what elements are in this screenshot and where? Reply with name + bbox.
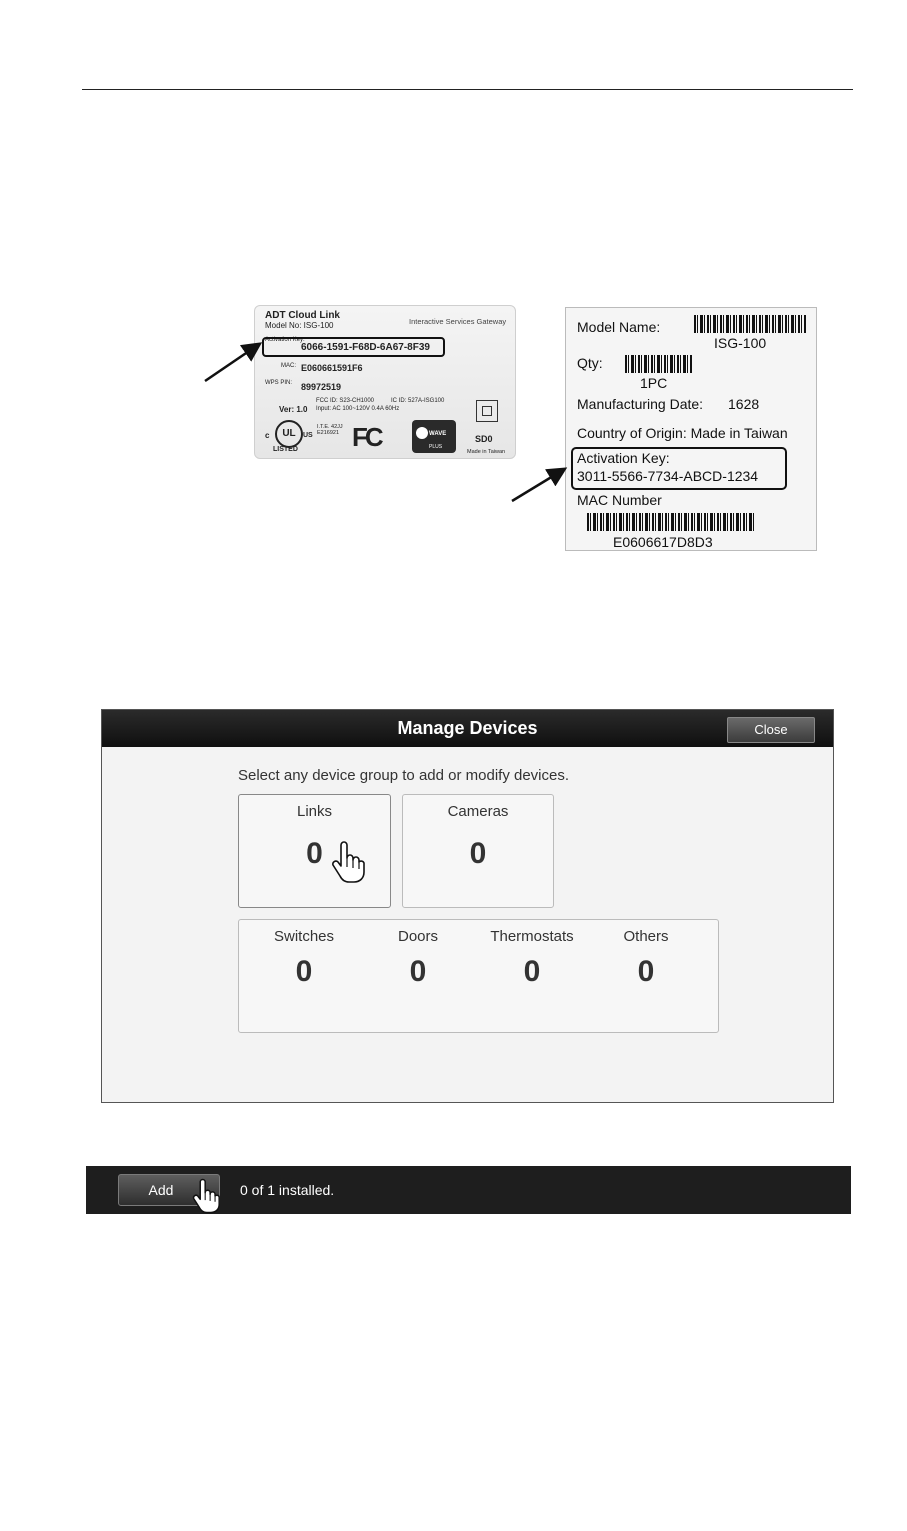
links-label: Links: [296, 803, 333, 820]
box-model-name: ISG-100: [714, 335, 767, 351]
label-activation-key-label: Activation Key:: [265, 337, 305, 343]
box-mfg-date: 1628: [728, 396, 760, 412]
ul-us-mark: US: [303, 432, 313, 439]
arrow-icon: [512, 470, 563, 501]
device-groups-panel: [238, 919, 719, 1033]
label-fcc-id: FCC ID: S23-CH1000: [316, 398, 375, 404]
activation-key-highlight: [262, 337, 445, 357]
label-activation-key: 6066-1591-F68D-6A67-8F39: [301, 342, 430, 353]
box-origin: Country of Origin: Made in Taiwan: [577, 425, 788, 441]
label-wps-pin: 89972519: [301, 382, 342, 392]
box-activation-key-label: Activation Key:: [577, 450, 670, 466]
links-card[interactable]: [238, 794, 391, 908]
ul-c-mark: c: [265, 431, 270, 440]
label-input-rating: Input: AC 100~120V 0.4A 60Hz: [316, 406, 400, 412]
bottom-action-bar: [86, 1166, 851, 1214]
label-model: Model No: ISG-100: [265, 321, 334, 330]
others-group[interactable]: [589, 928, 703, 989]
manage-devices-dialog: [101, 709, 834, 1103]
label-version: Ver: 1.0: [279, 405, 308, 414]
label-sd: SD0: [475, 434, 493, 444]
links-count: 0: [306, 837, 323, 870]
switches-group[interactable]: [247, 928, 361, 989]
doors-count: 0: [409, 955, 427, 988]
others-label: Others: [623, 928, 669, 945]
box-activation-key: 3011-5566-7734-ABCD-1234: [577, 468, 759, 484]
label-ite: I.T.E. 42JJ E216921: [317, 424, 343, 436]
dialog-hint: Select any device group to add or modify devices.: [238, 767, 570, 784]
box-qty-label: Qty:: [577, 355, 603, 371]
dialog-header: [102, 710, 833, 747]
hand-pointer-icon: [331, 841, 365, 883]
box-mfg-date-label: Manufacturing Date:: [577, 396, 704, 412]
zwave-circle: [416, 427, 428, 439]
hand-pointer-icon: [192, 1178, 220, 1214]
thermostats-count: 0: [523, 955, 541, 988]
label-mac-label: MAC:: [281, 363, 296, 369]
ul-logo-icon: UL: [275, 420, 303, 448]
double-insulation-inner: [482, 406, 492, 416]
cameras-count: 0: [469, 837, 487, 870]
device-label-sticker: [254, 305, 516, 459]
others-count: 0: [637, 955, 655, 988]
label-wps-label: WPS PIN:: [265, 380, 293, 386]
doors-label: Doors: [397, 928, 438, 945]
barcode-icon: [694, 315, 806, 333]
switches-count: 0: [295, 955, 313, 988]
zwave-plus-text: PLUS: [429, 444, 443, 450]
cameras-card[interactable]: [402, 794, 554, 908]
box-mac-label: MAC Number: [577, 492, 662, 508]
box-mac: E0606617D8D3: [613, 534, 713, 550]
box-label-sticker: [565, 307, 817, 551]
label-product: Interactive Services Gateway: [409, 317, 507, 326]
activation-key-highlight: [571, 447, 787, 490]
ul-listed-text: LISTED: [273, 446, 298, 453]
install-status: 0 of 1 installed.: [240, 1182, 335, 1198]
label-ic-id: IC ID: 527A-ISG100: [391, 398, 445, 404]
barcode-icon: [587, 513, 755, 531]
label-mac: E060661591F6: [301, 363, 363, 373]
thermostats-label: Thermostats: [490, 928, 574, 945]
arrow-icon: [205, 345, 258, 381]
switches-label: Switches: [273, 928, 335, 945]
add-button-label: Add: [148, 1182, 174, 1198]
label-brand: ADT Cloud Link: [265, 310, 340, 321]
label-made-in: Made in Taiwan: [467, 449, 506, 455]
box-qty: 1PC: [640, 375, 668, 391]
box-model-name-label: Model Name:: [577, 319, 661, 335]
close-button[interactable]: Close: [727, 717, 815, 743]
dialog-title: Manage Devices: [397, 718, 538, 738]
zwave-text: WAVE: [429, 431, 447, 437]
barcode-icon: [625, 355, 693, 373]
doors-group[interactable]: [361, 928, 475, 989]
cameras-label: Cameras: [447, 803, 509, 820]
fcc-logo-icon: FC: [352, 422, 381, 452]
page-header-rule: [82, 89, 853, 90]
thermostats-group[interactable]: [475, 928, 589, 989]
